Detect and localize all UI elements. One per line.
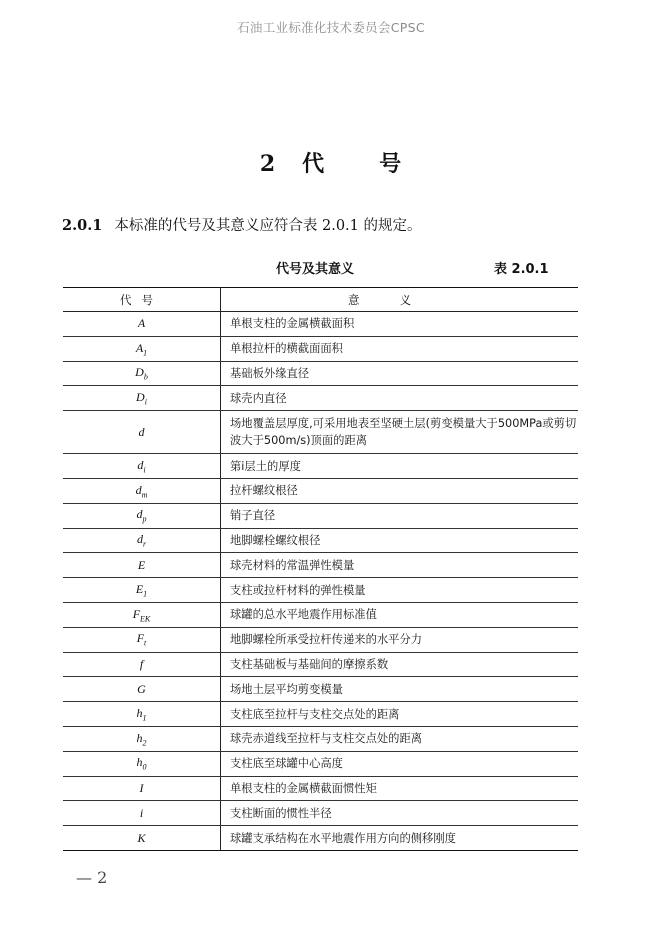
symbol-cell: [63, 386, 221, 411]
symbols-table: [63, 287, 578, 851]
symbol-base: I: [139, 780, 144, 795]
symbol-base: E: [137, 557, 146, 572]
table-caption: 代号及其意义: [276, 262, 355, 277]
symbol-cell: [63, 677, 221, 702]
meaning-cell: 球罐的总水平地震作用标准值: [221, 602, 579, 627]
meaning-cell: 基础板外缘直径: [221, 361, 579, 386]
symbol-subscript: r: [142, 539, 147, 549]
table-row: [63, 386, 578, 411]
symbol-cell: [63, 411, 221, 454]
symbol-base: f: [139, 656, 144, 671]
chapter-title-part1: 代: [302, 151, 326, 177]
chapter-title-part2: 号: [379, 151, 403, 177]
table-row: [63, 336, 578, 361]
table-header-row: [63, 288, 578, 312]
symbol-cell: [63, 312, 221, 337]
symbol-base: h: [136, 755, 143, 770]
symbol-cell: [63, 801, 221, 826]
table-body: [63, 312, 578, 851]
symbol-subscript: i: [143, 465, 146, 475]
table-row: [63, 578, 578, 603]
symbol-cell: [63, 602, 221, 627]
meaning-cell: 支柱断面的惯性半径: [221, 801, 579, 826]
header-symbol: 代号: [63, 288, 221, 312]
symbol-base: d: [135, 482, 142, 497]
symbol-base: i: [139, 805, 144, 820]
symbol-cell: [63, 478, 221, 503]
symbol-cell: [63, 826, 221, 851]
symbol-base: F: [136, 631, 145, 646]
table-row: [63, 478, 578, 503]
symbol-cell: [63, 578, 221, 603]
symbol-subscript: 2: [142, 738, 147, 748]
symbol-base: D: [136, 390, 145, 405]
symbol-cell: [63, 336, 221, 361]
symbol-subscript: b: [143, 372, 148, 382]
symbol-cell: [63, 726, 221, 751]
meaning-cell: 球壳材料的常温弹性模量: [221, 553, 579, 578]
symbol-subscript: EK: [140, 614, 151, 624]
symbol-base: E: [135, 581, 144, 596]
symbol-cell: [63, 528, 221, 553]
symbol-subscript: 0: [142, 762, 147, 772]
symbol-cell: [63, 776, 221, 801]
symbol-base: h: [136, 730, 143, 745]
meaning-cell: 销子直径: [221, 503, 579, 528]
table-row: [63, 503, 578, 528]
chapter-number: 2: [259, 151, 277, 177]
meaning-cell: 单根拉杆的横截面面积: [221, 336, 579, 361]
meaning-cell: 支柱或拉杆材料的弹性模量: [221, 578, 579, 603]
table-row: [63, 801, 578, 826]
symbol-base: A: [137, 316, 146, 331]
symbol-subscript: i: [144, 397, 147, 407]
symbol-base: d: [136, 507, 143, 522]
symbol-subscript: m: [141, 490, 148, 500]
symbol-base: G: [137, 681, 146, 696]
meaning-cell: 第i层土的厚度: [221, 454, 579, 479]
symbol-cell: [63, 702, 221, 727]
meaning-cell: 场地土层平均剪变模量: [221, 677, 579, 702]
table-row: [63, 627, 578, 652]
symbol-base: F: [132, 606, 141, 621]
watermark-text: 石油工业标准化技术委员会CPSC: [237, 20, 425, 35]
meaning-cell: 支柱基础板与基础间的摩擦系数: [221, 652, 579, 677]
chapter-heading: [0, 147, 662, 178]
table-row: [63, 602, 578, 627]
meaning-cell: 地脚螺栓螺纹根径: [221, 528, 579, 553]
symbol-cell: [63, 503, 221, 528]
table-row: [63, 454, 578, 479]
meaning-cell: 单根支柱的金属横截面积: [221, 312, 579, 337]
clause-text: 本标准的代号及其意义应符合表 2.0.1 的规定。: [114, 218, 422, 234]
symbol-base: K: [137, 830, 146, 845]
header-meaning: 意义: [221, 288, 579, 312]
table-row: [63, 726, 578, 751]
symbol-base: D: [135, 365, 144, 380]
symbol-cell: [63, 454, 221, 479]
symbol-subscript: 1: [142, 713, 147, 723]
table-row: [63, 702, 578, 727]
meaning-cell: 拉杆螺纹根径: [221, 478, 579, 503]
table-row: [63, 411, 578, 454]
symbol-subscript: p: [142, 514, 147, 524]
table-number: 表 2.0.1: [494, 262, 549, 277]
symbol-base: A: [135, 340, 144, 355]
symbol-cell: [63, 361, 221, 386]
symbol-cell: [63, 553, 221, 578]
symbol-subscript: 1: [143, 589, 148, 599]
meaning-cell: 地脚螺栓所承受拉杆传递来的水平分力: [221, 627, 579, 652]
meaning-cell: 球壳赤道线至拉杆与支柱交点处的距离: [221, 726, 579, 751]
symbol-base: h: [136, 705, 143, 720]
table-row: [63, 776, 578, 801]
symbol-cell: [63, 751, 221, 776]
table-row: [63, 751, 578, 776]
symbol-subscript: 1: [143, 347, 148, 357]
meaning-cell: 单根支柱的金属横截面惯性矩: [221, 776, 579, 801]
table-row: [63, 677, 578, 702]
page-number: — 2: [76, 868, 108, 887]
symbol-subscript: t: [144, 638, 147, 648]
meaning-cell: 支柱底至球罐中心高度: [221, 751, 579, 776]
meaning-cell: 球壳内直径: [221, 386, 579, 411]
clause-number: 2.0.1: [62, 217, 103, 234]
table-row: [63, 553, 578, 578]
symbol-cell: [63, 627, 221, 652]
symbol-base: d: [136, 532, 143, 547]
symbol-base: d: [137, 457, 144, 472]
symbol-base: d: [138, 424, 145, 439]
symbol-cell: [63, 652, 221, 677]
table-row: [63, 361, 578, 386]
table-row: [63, 312, 578, 337]
table-row: [63, 528, 578, 553]
meaning-cell: 场地覆盖层厚度,可采用地表至坚硬土层(剪变模量大于500MPa或剪切波大于500m/s)顶面的距离: [221, 411, 579, 454]
meaning-cell: 支柱底至拉杆与支柱交点处的距离: [221, 702, 579, 727]
meaning-cell: 球罐支承结构在水平地震作用方向的侧移刚度: [230, 831, 456, 845]
table-row: [63, 826, 578, 851]
table-row: [63, 652, 578, 677]
clause-paragraph: [62, 214, 422, 235]
